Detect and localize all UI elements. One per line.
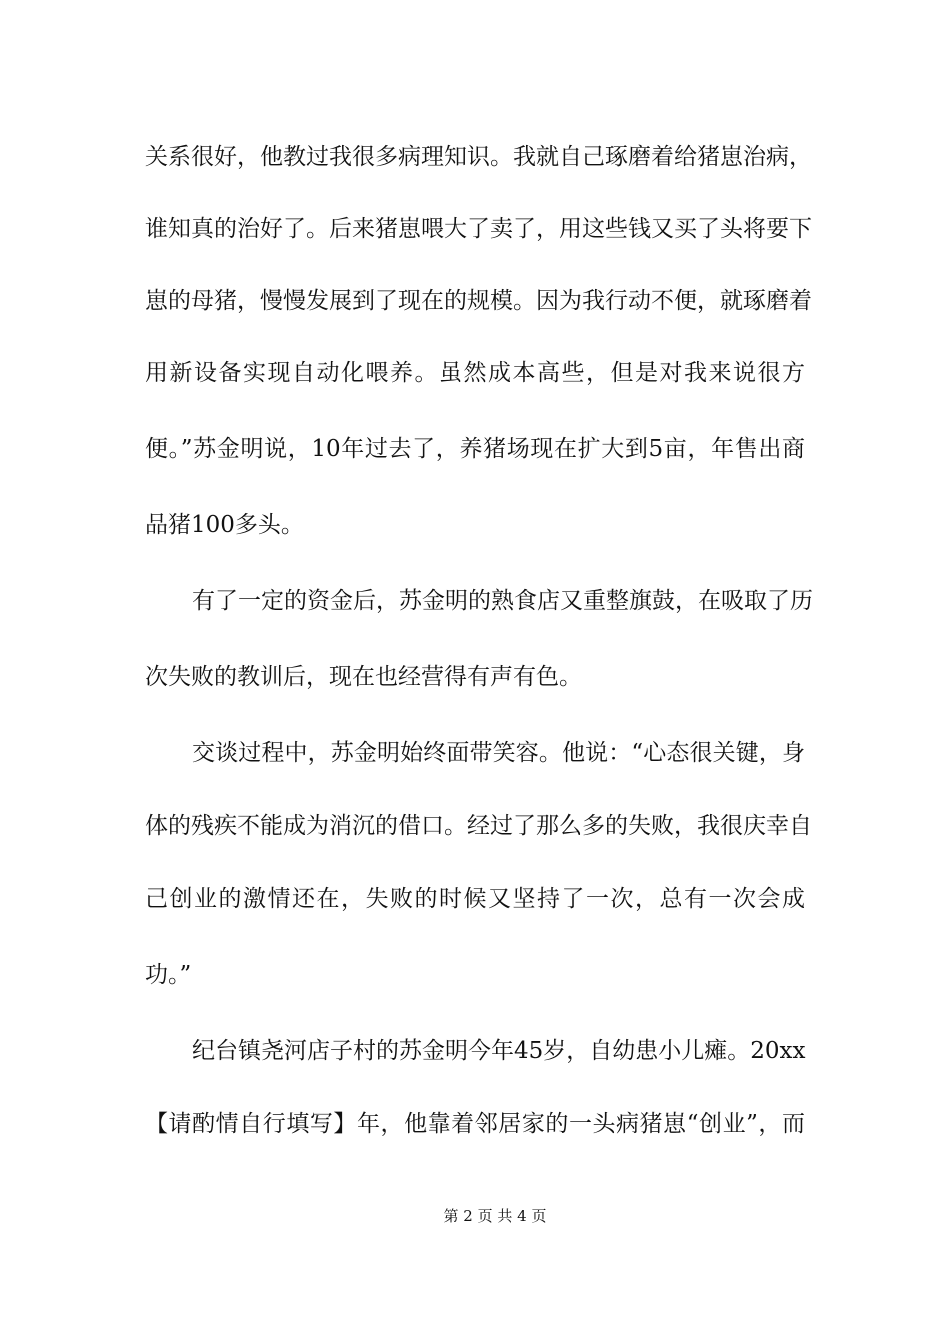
text-line-3: 崽的母猪，慢慢发展到了现在的规模。因为我行动不便，就琢磨着 (145, 288, 812, 314)
text-line-11: 己创业的激情还在，失败的时候又坚持了一次，总有一次会成 (145, 886, 805, 912)
text-line-2: 谁知真的治好了。后来猪崽喂大了卖了，用这些钱又买了头将要下 (145, 216, 812, 242)
text-line-4: 用新设备实现自动化喂养。虽然成本高些，但是对我来说很方 (145, 360, 805, 386)
page-footer: 第 2 页 共 4 页 (443, 1207, 547, 1225)
text-line-5: 便。”苏金明说，10年过去了，养猪场现在扩大到5亩，年售出商 (145, 436, 805, 462)
text-line-7: 有了一定的资金后，苏金明的熟食店又重整旗鼓，在吸取了历 (192, 588, 813, 614)
text-line-14: 【请酌情自行填写】年，他靠着邻居家的一头病猪崽“创业”，而 (145, 1111, 805, 1137)
text-line-8: 次失败的教训后，现在也经营得有声有色。 (145, 664, 582, 690)
text-line-12: 功。” (145, 962, 192, 988)
text-line-6: 品猪100多头。 (145, 512, 304, 538)
text-line-10: 体的残疾不能成为消沉的借口。经过了那么多的失败，我很庆幸自 (145, 813, 812, 839)
text-line-13: 纪台镇尧河店子村的苏金明今年45岁，自幼患小儿瘫。20xx (192, 1038, 806, 1064)
text-line-1: 关系很好，他教过我很多病理知识。我就自己琢磨着给猪崽治病， (145, 144, 812, 170)
text-line-9: 交谈过程中，苏金明始终面带笑容。他说：“心态很关键，身 (192, 740, 805, 766)
